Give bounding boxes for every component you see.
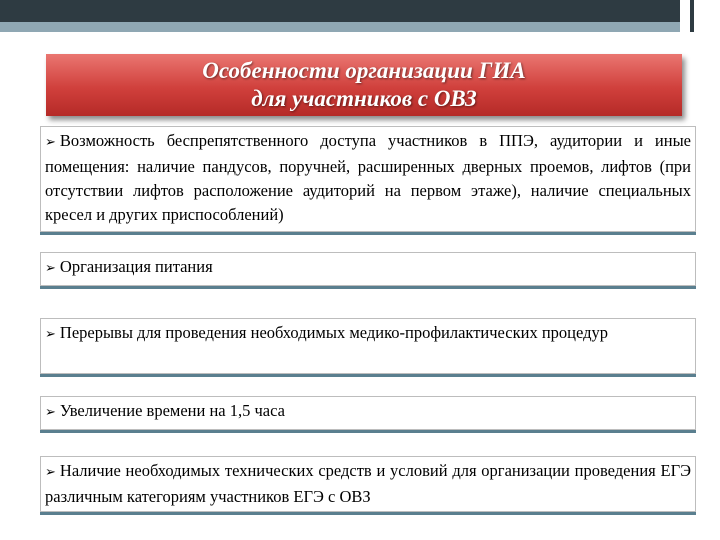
title-line-1: Особенности организации ГИА	[202, 58, 526, 83]
list-item-accessibility	[40, 126, 696, 232]
list-item-extra-time	[40, 396, 696, 430]
list-item-text: Увеличение времени на 1,5 часа	[59, 401, 285, 420]
list-item-text: Перерывы для проведения необходимых медико-профилактических процедур	[59, 323, 608, 342]
slide-title	[46, 54, 682, 116]
arrow-bullet-icon: ➢	[45, 135, 56, 150]
arrow-bullet-icon: ➢	[45, 327, 56, 342]
title-line-2: для участников с ОВЗ	[251, 86, 477, 111]
header-bar-light	[0, 22, 720, 32]
header-corner-stripe	[690, 0, 694, 32]
arrow-bullet-icon: ➢	[45, 261, 56, 276]
header-corner	[680, 0, 720, 32]
arrow-bullet-icon: ➢	[45, 405, 56, 420]
list-item-text: Наличие необходимых технических средств и условий для организации проведения ЕГЭ различным категориям участников ЕГЭ с ОВЗ	[45, 461, 691, 506]
list-item-breaks	[40, 318, 696, 374]
arrow-bullet-icon: ➢	[45, 465, 56, 480]
list-item-text: Организация питания	[59, 257, 213, 276]
header-bar-dark	[0, 0, 720, 22]
list-item-technical-means	[40, 456, 696, 512]
list-item-text: Возможность беспрепятственного доступа участников в ППЭ, аудитории и иные помещения: наличие пандусов, поручней, расширенных дверных проемов, лифтов (при отсутствии лифтов расположение аудиторий на первом этаже), наличие специальных кресел и других приспособлений)	[45, 131, 691, 224]
list-item-meals	[40, 252, 696, 286]
